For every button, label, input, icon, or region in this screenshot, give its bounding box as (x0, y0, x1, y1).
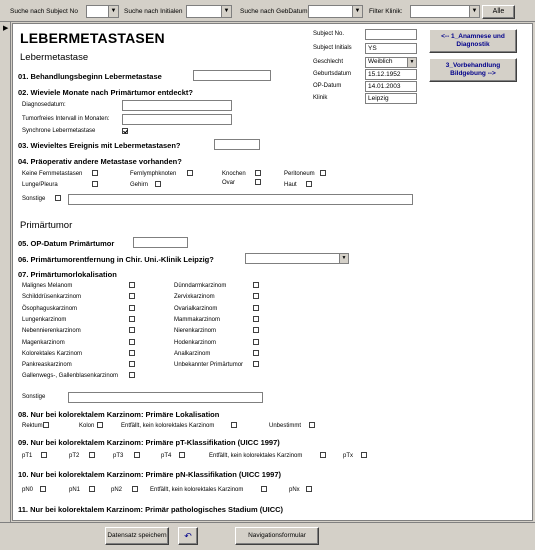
q07-other-field[interactable] (68, 392, 263, 403)
q10-item-label: pNx (289, 487, 300, 493)
q07-left-item-checkbox[interactable] (129, 282, 135, 288)
q04-item-checkbox[interactable] (155, 181, 161, 187)
q09-item-label: Entfällt, kein kolorektales Karzinom (209, 453, 303, 459)
q07-right-item-label: Ovarialkarzinom (174, 306, 218, 312)
sex-label: Geschlecht (313, 59, 344, 65)
q08-item-label: Entfällt, kein kolorektales Karzinom (121, 423, 215, 429)
q04-other-checkbox[interactable] (55, 195, 61, 201)
subject-no-field[interactable] (365, 29, 417, 40)
q10-label: 10. Nur bei kolorektalem Karzinom: Primäre pN-Klassifikation (UICC 1997) (18, 470, 281, 479)
record-selector[interactable] (0, 22, 11, 522)
q10-item-checkbox[interactable] (89, 486, 95, 492)
chevron-down-icon: ▼ (108, 6, 118, 17)
q04-item-checkbox[interactable] (255, 179, 261, 185)
q07-left-item-checkbox[interactable] (129, 316, 135, 322)
chevron-down-icon: ▼ (352, 6, 362, 17)
q02-sync-checkbox[interactable] (122, 128, 128, 134)
undo-icon[interactable]: ↶ (178, 527, 198, 545)
q05-label: 05. OP-Datum Primärtumor (18, 239, 115, 248)
q07-right-item-checkbox[interactable] (253, 293, 259, 299)
search-dob-select[interactable] (308, 5, 363, 18)
q01-field[interactable] (193, 70, 271, 81)
q07-right-item-label: Dünndarmkarzinom (174, 283, 227, 289)
op-date-field[interactable]: 14.01.2003 (365, 81, 417, 92)
q09-item-checkbox[interactable] (179, 452, 185, 458)
q04-item-checkbox[interactable] (320, 170, 326, 176)
q07-label: 07. Primärtumorlokalisation (18, 270, 117, 279)
q04-item-checkbox[interactable] (306, 181, 312, 187)
q10-item-label: Entfällt, kein kolorektales Karzinom (150, 487, 244, 493)
q07-left-item-checkbox[interactable] (129, 327, 135, 333)
q08-item-checkbox[interactable] (231, 422, 237, 428)
q09-item-checkbox[interactable] (41, 452, 47, 458)
q03-field[interactable] (214, 139, 260, 150)
page-title: LEBERMETASTASEN (20, 30, 165, 46)
q07-right-item-label: Unbekannter Primärtumor (174, 362, 244, 368)
q08-item-checkbox[interactable] (43, 422, 49, 428)
q07-left-item-checkbox[interactable] (129, 305, 135, 311)
q04-other-field[interactable] (68, 194, 413, 205)
q09-item-label: pTx (343, 453, 354, 459)
q09-item-checkbox[interactable] (361, 452, 367, 458)
q07-left-item-label: Kolorektales Karzinom (22, 351, 83, 357)
q08-item-label: Unbestimmt (269, 423, 302, 429)
q01-label: 01. Behandlungsbeginn Lebermetastase (18, 72, 162, 81)
q08-item-checkbox[interactable] (309, 422, 315, 428)
q04-item-label: Fernlymphknoten (130, 171, 177, 177)
q07-left-item-checkbox[interactable] (129, 339, 135, 345)
q07-right-item-checkbox[interactable] (253, 316, 259, 322)
q04-item-label: Keine Fernmetastasen (22, 171, 83, 177)
q10-item-checkbox[interactable] (132, 486, 138, 492)
q07-left-item-label: Lungenkarzinom (22, 317, 67, 323)
section-primary-heading: Primärtumor (20, 220, 73, 231)
q09-item-checkbox[interactable] (134, 452, 140, 458)
search-initials-select[interactable] (186, 5, 232, 18)
q09-label: 09. Nur bei kolorektalem Karzinom: Primäre pT-Klassifikation (UICC 1997) (18, 438, 280, 447)
q09-item-label: pT3 (113, 453, 124, 459)
nav-vorbehandlung-button[interactable]: 3_Vorbehandlung Bildgebung --> (429, 58, 517, 82)
dob-label: Geburtsdatum (313, 71, 352, 77)
q07-right-item-label: Mammakarzinom (174, 317, 221, 323)
q09-item-label: pT4 (161, 453, 172, 459)
q05-field[interactable] (133, 237, 188, 248)
q07-other-label: Sonstige (22, 394, 46, 400)
q02-diag-field[interactable] (122, 100, 232, 111)
q02-label: 02. Wieviele Monate nach Primärtumor entdeckt? (18, 88, 193, 97)
q07-right-item-checkbox[interactable] (253, 339, 259, 345)
search-subject-label: Suche nach Subject No (10, 8, 78, 15)
q04-item-checkbox[interactable] (187, 170, 193, 176)
q07-left-item-label: Schilddrüsenkarzinom (22, 294, 82, 300)
q07-right-item-label: Analkarzinom (174, 351, 211, 357)
q07-right-item-checkbox[interactable] (253, 350, 259, 356)
q03-label: 03. Wievieltes Ereignis mit Lebermetastasen? (18, 141, 181, 150)
chevron-down-icon: ▼ (221, 6, 231, 17)
filter-clinic-label: Filter Klinik: (369, 8, 403, 15)
q07-left-item-label: Magenkarzinom (22, 340, 65, 346)
initials-field[interactable]: YS (365, 43, 417, 54)
chevron-down-icon: ▼ (469, 6, 479, 17)
q04-other-label: Sonstige (22, 196, 46, 202)
q07-left-item-checkbox[interactable] (129, 293, 135, 299)
q07-left-item-checkbox[interactable] (129, 372, 135, 378)
dob-field[interactable]: 15.12.1952 (365, 69, 417, 80)
sex-select[interactable] (365, 57, 417, 68)
q07-right-item-label: Nierenkarzinom (174, 328, 217, 334)
q07-left-item-label: Ösophaguskarzinom (22, 306, 78, 312)
q10-item-label: pN2 (111, 487, 123, 493)
chevron-down-icon: ▼ (407, 58, 416, 67)
q02-interval-field[interactable] (122, 114, 232, 125)
q04-item-label: Knochen (222, 171, 246, 177)
q07-left-item-label: Pankreaskarzinom (22, 362, 72, 368)
q09-item-label: pT1 (22, 453, 33, 459)
navigation-form-button[interactable]: Navigationsformular (235, 527, 319, 545)
q07-right-item-label: Hodenkarzinom (174, 340, 217, 346)
q07-left-item-label: Malignes Melanom (22, 283, 73, 289)
chevron-down-icon: ▼ (339, 254, 348, 263)
q04-item-checkbox[interactable] (92, 181, 98, 187)
q08-label: 08. Nur bei kolorektalem Karzinom: Primäre Lokalisation (18, 410, 220, 419)
q10-item-label: pN0 (22, 487, 34, 493)
filter-clinic-select[interactable] (410, 5, 480, 18)
q09-item-checkbox[interactable] (320, 452, 326, 458)
q06-select[interactable] (245, 253, 349, 264)
current-record-icon: ▶ (3, 25, 9, 32)
bottom-toolbar (0, 522, 535, 550)
q08-item-label: Kolon (79, 423, 95, 429)
q08-item-label: Rektum (22, 423, 43, 429)
q07-right-item-checkbox[interactable] (253, 282, 259, 288)
op-date-label: OP-Datum (313, 83, 342, 89)
q10-item-checkbox[interactable] (40, 486, 46, 492)
q10-item-label: pN1 (69, 487, 81, 493)
q04-item-label: Ovar (222, 180, 236, 186)
q10-item-checkbox[interactable] (261, 486, 267, 492)
q04-item-checkbox[interactable] (92, 170, 98, 176)
q07-left-item-label: Gallenwegs-, Gallenblasenkarzinom (22, 373, 119, 379)
q07-left-item-checkbox[interactable] (129, 361, 135, 367)
search-dob-label: Suche nach GebDatum (240, 8, 308, 15)
sex-value: Weiblich (368, 58, 393, 65)
form-body (12, 23, 533, 521)
subject-no-label: Subject No. (313, 31, 345, 37)
q04-item-label: Haut (284, 182, 297, 188)
q07-right-item-checkbox[interactable] (253, 305, 259, 311)
q07-right-item-checkbox[interactable] (253, 327, 259, 333)
q04-item-checkbox[interactable] (255, 170, 261, 176)
q02-diag-label: Diagnosedatum: (22, 102, 66, 108)
search-subject-select[interactable] (86, 5, 119, 18)
q04-label: 04. Präoperativ andere Metastase vorhanden? (18, 157, 182, 166)
q09-item-checkbox[interactable] (89, 452, 95, 458)
q04-item-label: Gehirn (130, 182, 149, 188)
q06-label: 06. Primärtumorentfernung in Chir. Uni.-Klinik Leipzig? (18, 255, 214, 264)
q04-item-label: Lunge/Pleura (22, 182, 58, 188)
q09-item-label: pT2 (69, 453, 80, 459)
q07-left-item-label: Nebennierenkarzinom (22, 328, 81, 334)
q08-item-checkbox[interactable] (97, 422, 103, 428)
clinic-label: Klinik (313, 95, 328, 101)
q07-right-item-checkbox[interactable] (253, 361, 259, 367)
clinic-field[interactable]: Leipzig (365, 93, 417, 104)
q07-right-item-label: Zervixkarzinom (174, 294, 215, 300)
q07-left-item-checkbox[interactable] (129, 350, 135, 356)
section-liver-heading: Lebermetastase (20, 52, 89, 63)
q10-item-checkbox[interactable] (306, 486, 312, 492)
search-toolbar (0, 0, 535, 22)
search-initials-label: Suche nach Initialen (124, 8, 183, 15)
save-record-button[interactable]: Datensatz speichern (105, 527, 169, 545)
all-button[interactable]: Alle (482, 5, 515, 19)
nav-anamnese-button[interactable]: <-- 1_Anamnese und Diagnostik (429, 29, 517, 53)
q02-sync-label: Synchrone Lebermetastase (22, 128, 96, 134)
initials-label: Subject Initials (313, 45, 352, 51)
q02-interval-label: Tumorfreies Intervall in Monaten: (22, 116, 110, 122)
q11-label: 11. Nur bei kolorektalem Karzinom: Primär pathologisches Stadium (UICC) (18, 505, 284, 514)
q04-item-label: Peritoneum (284, 171, 315, 177)
